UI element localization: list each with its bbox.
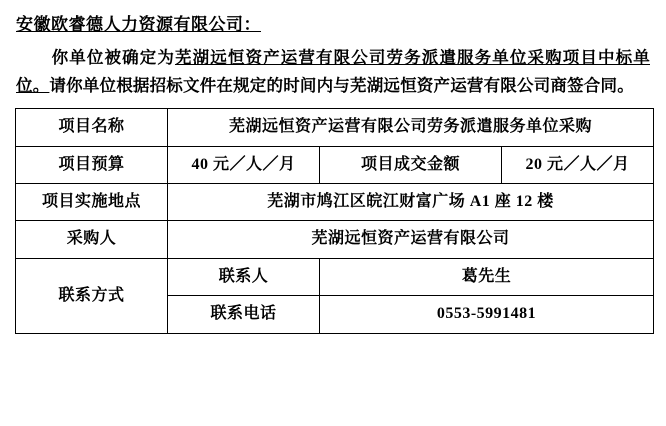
- contact-label: 联系方式: [16, 258, 168, 333]
- budget-label: 项目预算: [16, 146, 168, 183]
- contact-phone-value: 0553-5991481: [320, 296, 654, 333]
- contact-person-label: 联系人: [168, 258, 320, 295]
- budget-value: 40 元／人／月: [168, 146, 320, 183]
- table-row: [16, 184, 654, 221]
- project-name-label: 项目名称: [16, 109, 168, 146]
- location-value: 芜湖市鸠江区皖江财富广场 A1 座 12 楼: [168, 184, 654, 221]
- project-info-table: [15, 108, 654, 333]
- deal-amount-value: 20 元／人／月: [502, 146, 654, 183]
- table-row: [16, 146, 654, 183]
- table-row: [16, 109, 654, 146]
- purchaser-label: 采购人: [16, 221, 168, 258]
- contact-person-value: 葛先生: [320, 258, 654, 295]
- purchaser-value: 芜湖远恒资产运营有限公司: [168, 221, 654, 258]
- table-row: [16, 221, 654, 258]
- deal-amount-label: 项目成交金额: [320, 146, 502, 183]
- contact-phone-label: 联系电话: [168, 296, 320, 333]
- body-suffix: 请你单位根据招标文件在规定的时间内与芜湖远恒资产运营有限公司商签合同。: [49, 75, 634, 95]
- project-name-value: 芜湖远恒资产运营有限公司劳务派遣服务单位采购: [168, 109, 654, 146]
- location-label: 项目实施地点: [16, 184, 168, 221]
- table-row: [16, 258, 654, 295]
- body-paragraph: [16, 44, 650, 101]
- addressee-line: 安徽欧睿德人力资源有限公司：: [16, 15, 261, 34]
- body-highlight: 芜湖远恒资产运营有限公司劳务派遣服务单位采购项目中标单位。: [16, 47, 650, 95]
- body-prefix: 你单位被确定为: [50, 47, 175, 67]
